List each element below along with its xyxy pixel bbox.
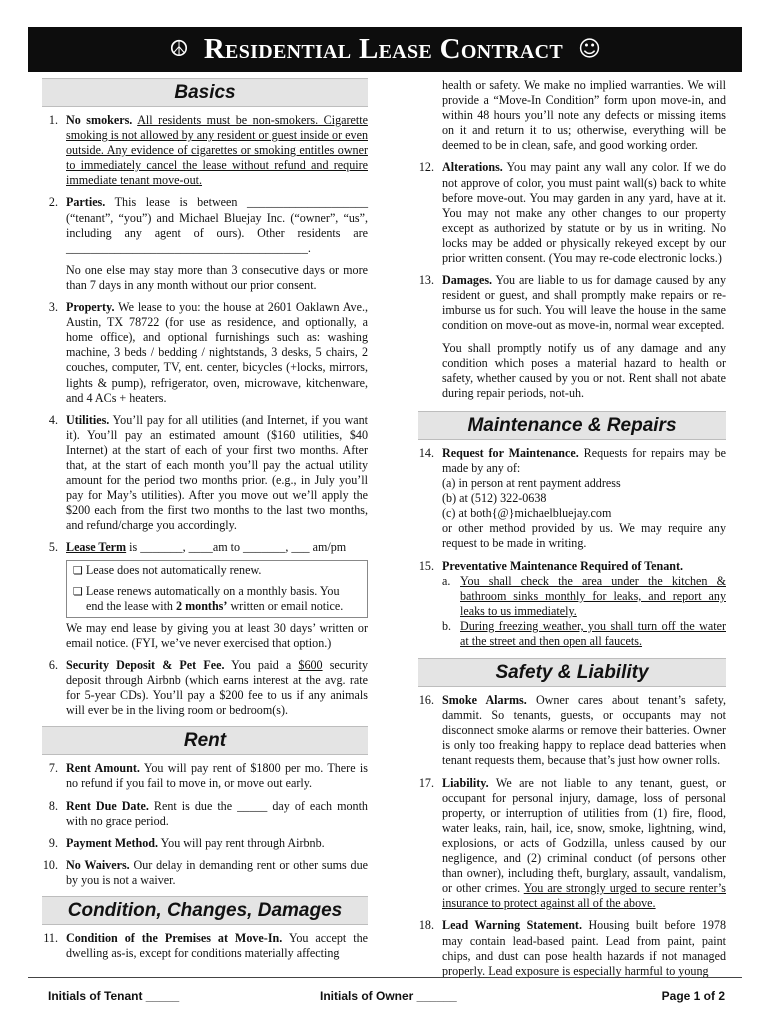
clause-9 — [28, 836, 368, 851]
clause-title: Security Deposit & Pet Fee. — [66, 658, 225, 672]
clause-number: 14. — [418, 445, 434, 460]
clause-14 — [404, 446, 726, 552]
clause-7 — [28, 761, 368, 791]
title-banner — [28, 27, 742, 72]
clause-text: health or safety. We make no implied warranties. We will provide a “Move-In Condition” form upon move-in, and within 48 hours you’ll note any defects or missing items on it and return it to us; otherwise, everything will be deemed to be in clean, safe, and good working order. — [442, 78, 726, 153]
clause-paragraph: No one else may stay more than 3 consecutive days or more than 7 days in any month without our prior consent. — [66, 262, 368, 292]
clause-title: Parties. — [66, 195, 106, 210]
checkbox-icon[interactable]: ❏ — [73, 584, 83, 598]
section-heading-basics: Basics — [42, 78, 368, 107]
clause-text: All residents must be non-smokers. Cigarette smoking is not allowed by any resident or guest inside or even outside. Any evidence of cigarettes or smoking entitles owner to immediately cancel the lease without refund and require immediate tenant move-out. — [66, 113, 368, 188]
clause-text: is _______, ____am to _______, ___ am/pm — [129, 540, 347, 555]
clause-number: 11. — [43, 931, 58, 946]
clause-number: 2. — [48, 195, 58, 210]
clause-text: You accept the dwelling as-is, except for conditions materially affecting — [66, 931, 368, 961]
clause-text: Requests for repairs may be made by any of: — [442, 445, 726, 475]
section-heading-safety: Safety & Liability — [418, 658, 726, 687]
checkbox-icon[interactable]: ❏ — [73, 563, 83, 577]
clause-number: 7. — [48, 761, 58, 776]
clause-text: Our delay in demanding rent or other sums due by you is not a waiver. — [66, 857, 368, 887]
clause-6: 6. Security Deposit & Pet Fee. You paid a $600 security deposit through Airbnb (which earns interest at the avg. rate for 5-year CDs). You’ll pay a $200 fee to us if any animals will ever be in the living room or bedroom(s). — [28, 658, 368, 718]
clause-number: 13. — [418, 273, 434, 288]
clause-text: You will pay rent through Airbnb. — [160, 835, 325, 850]
clause-text: We lease to you: the house at 2601 Oaklawn Ave., Austin, TX 78722 (for use as residence, and optionally, a home office), and optional furnishings such as: washing machine, 3 beds / bedding / nightstands, 3 desks, 5 chairs, 2 couches, computer, TV, ent. center, bicycles (+locks, mirrors, lights & pump), refrigerator, oven, microwave, kitchenware, and 4 ACs + heaters. — [66, 300, 368, 405]
clause-paragraph: You shall promptly notify us of any damage and any condition which poses a material hazard to health or safety, whether caused by you or not. Rent shall not abate during repair periods, not-uh. — [442, 340, 726, 400]
clause-title: Rent Amount. — [66, 761, 140, 776]
clause-18 — [404, 918, 726, 978]
clause-8 — [28, 799, 368, 829]
clause-title: Alterations. — [442, 160, 503, 175]
clause-text: Owner cares about tenant’s safety, dammit. So tenants, guests, or occupants may not disconnect smoke alarms or remove their batteries. Owner is only too freaking happy to replace dead batteries when tenant requests them, because that’s just how owner rolls. — [442, 693, 726, 768]
clause-title: Property. — [66, 300, 115, 315]
clause-number: 6. — [48, 658, 58, 672]
clause-12 — [404, 160, 726, 266]
clause-title: Condition of the Premises at Move-In. — [66, 931, 283, 946]
clause-text: You will pay rent of $1800 per mo. There is no refund if you fail to move in, or move out early. — [66, 761, 368, 791]
clause-2 — [28, 195, 368, 293]
clause-title: Damages. — [442, 273, 493, 288]
clause-text: Housing built before 1978 may contain lead-based paint. Lead from paint, paint chips, and dust can pose health hazards if not managed properly. Lead exposure is especially harmful to young — [442, 918, 726, 978]
clause-text: We are not liable to any tenant, guest, or occupant for personal injury, damage, loss of personal property, or interruption of utilities from (1) fire, flood, water leaks, rain, hail, ice, snow, smoke, lightning, wind, explosions, or acts of Godzilla, unless caused by our negligence, and (2) criminal conduct (of persons other than owner), including theft, burglary, assault, vandalism, or other crimes. — [442, 775, 726, 896]
clause-16 — [404, 693, 726, 768]
page-number: Page 1 of 2 — [661, 989, 725, 1003]
clause-number: 4. — [48, 412, 58, 427]
option-auto-renew[interactable]: ❏ Lease renews automatically on a monthly basis. You — [73, 583, 340, 598]
owner-initials[interactable]: Initials of Owner ______ — [320, 989, 457, 1003]
tenant-initials[interactable]: Initials of Tenant _____ — [48, 989, 180, 1003]
clause-15 — [404, 559, 726, 650]
clause-number: 1. — [48, 113, 58, 127]
subclause-a: a. You shall check the area under the kitchen & bathroom sinks monthly for leaks, and report any leaks to us immediately. — [442, 573, 726, 618]
clause-title: Lease Term — [66, 540, 127, 555]
section-heading-maintenance: Maintenance & Repairs — [418, 411, 726, 440]
clause-number: 17. — [418, 775, 434, 790]
clause-title: No Waivers. — [66, 857, 130, 872]
peace-icon: ☮ — [169, 36, 189, 62]
deposit-amount: $600 — [298, 658, 323, 672]
clause-number: 15. — [418, 558, 434, 573]
contact-email: (c) at both{@}michaelbluejay.com — [442, 506, 612, 521]
contact-in-person: (a) in person at rent payment address — [442, 476, 621, 491]
right-column — [404, 78, 726, 986]
clause-title: Request for Maintenance. — [442, 445, 579, 460]
clause-number: 9. — [48, 835, 58, 850]
subclause-b: b. During freezing weather, you shall turn off the water at the street and then open all faucets. — [442, 618, 726, 648]
section-heading-condition: Condition, Changes, Damages — [42, 896, 368, 925]
clause-number: 12. — [418, 160, 434, 175]
clause-title: Preventative Maintenance Required of Tenant. — [442, 558, 684, 573]
clause-11-continued — [404, 78, 726, 153]
clause-title: Lead Warning Statement. — [442, 918, 582, 933]
clause-1 — [28, 113, 368, 188]
clause-title: No smokers. — [66, 113, 133, 127]
clause-13 — [404, 273, 726, 401]
clause-11 — [28, 931, 368, 961]
section-heading-rent: Rent — [42, 726, 368, 755]
clause-title: Liability. — [442, 775, 489, 790]
contact-phone: (b) at (512) 322-0638 — [442, 491, 547, 506]
insurance-advice: You are strongly urged to secure renter’s insurance to protect against all of the above. — [442, 881, 727, 911]
clause-number: 18. — [418, 918, 434, 933]
clause-title: Utilities. — [66, 412, 110, 427]
clause-paragraph: We may end lease by giving you at least 30 days’ written or email notice. (FYI, we’ve never exercised that option.) — [66, 620, 368, 650]
clause-text: You are liable to us for damage caused by any resident or guest, and shall promptly make repairs or re-imburse us for such. You will leave the house in the same condition on move-out as move-in, normal wear excepted. — [442, 273, 726, 333]
footer-divider — [28, 977, 742, 978]
clause-title: Smoke Alarms. — [442, 693, 527, 708]
document-title: Residential Lease Contract — [203, 32, 563, 65]
option-auto-renew-detail: end the lease with 2 months’ written or email notice. — [86, 598, 344, 613]
left-column — [28, 78, 368, 968]
clause-number: 5. — [48, 540, 58, 555]
clause-17 — [404, 776, 726, 912]
clause-title: Payment Method. — [66, 835, 159, 850]
clause-number: 3. — [48, 300, 58, 315]
clause-title: Rent Due Date. — [66, 798, 149, 813]
clause-text: This lease is between ____________________ (“tenant”, “you”) and Michael Bluejay Inc. (“owner”, “us”, including any agent of ours). Other residents are ________________________________________. — [66, 195, 368, 255]
clause-number: 8. — [48, 798, 58, 813]
smiley-icon: ☺ — [577, 36, 601, 62]
option-no-renew[interactable]: ❏ Lease does not automatically renew. — [73, 562, 262, 577]
clause-text: You may paint any wall any color. If we do not approve of color, you must paint wall(s) back to white before move-out. You may garden in any yard, have at it. You may not make any other changes to our property except as authorized by statute or by us in writing. No locks may be added or physically rekeyed except by our prior written consent. (You may re-code electronic locks.) — [442, 160, 726, 266]
clause-5 — [28, 540, 368, 651]
clause-text: Rent is due the _____ day of each month with no grace period. — [66, 798, 368, 828]
clause-10 — [28, 858, 368, 888]
clause-3 — [28, 300, 368, 406]
clause-text-end: or other method provided by us. We may require any request to be made in writing. — [442, 521, 726, 551]
clause-number: 16. — [418, 693, 434, 708]
clause-text: You’ll pay for all utilities (and Internet, if you want it). You’ll pay an estimated amount ($160 utilities, $40 Internet) at the start of each of your first two months. After that, at the start of each month you’ll pay the actual utility amount for the period two months prior. (e.g., in July you’ll pay for May’s utilities). After you move out we’ll apply the $200 each from the first two months to the last two months, and refund/charge you accordingly. — [66, 412, 368, 533]
renewal-options-box — [66, 560, 368, 618]
clause-text: security deposit through Airbnb (which earns interest at the avg. rate for 5-year CDs). You’ll pay a $200 fee to us if any animals will ever be in the living room or bedroom(s). — [66, 658, 369, 718]
clause-4 — [28, 413, 368, 534]
clause-number: 10. — [42, 857, 58, 872]
